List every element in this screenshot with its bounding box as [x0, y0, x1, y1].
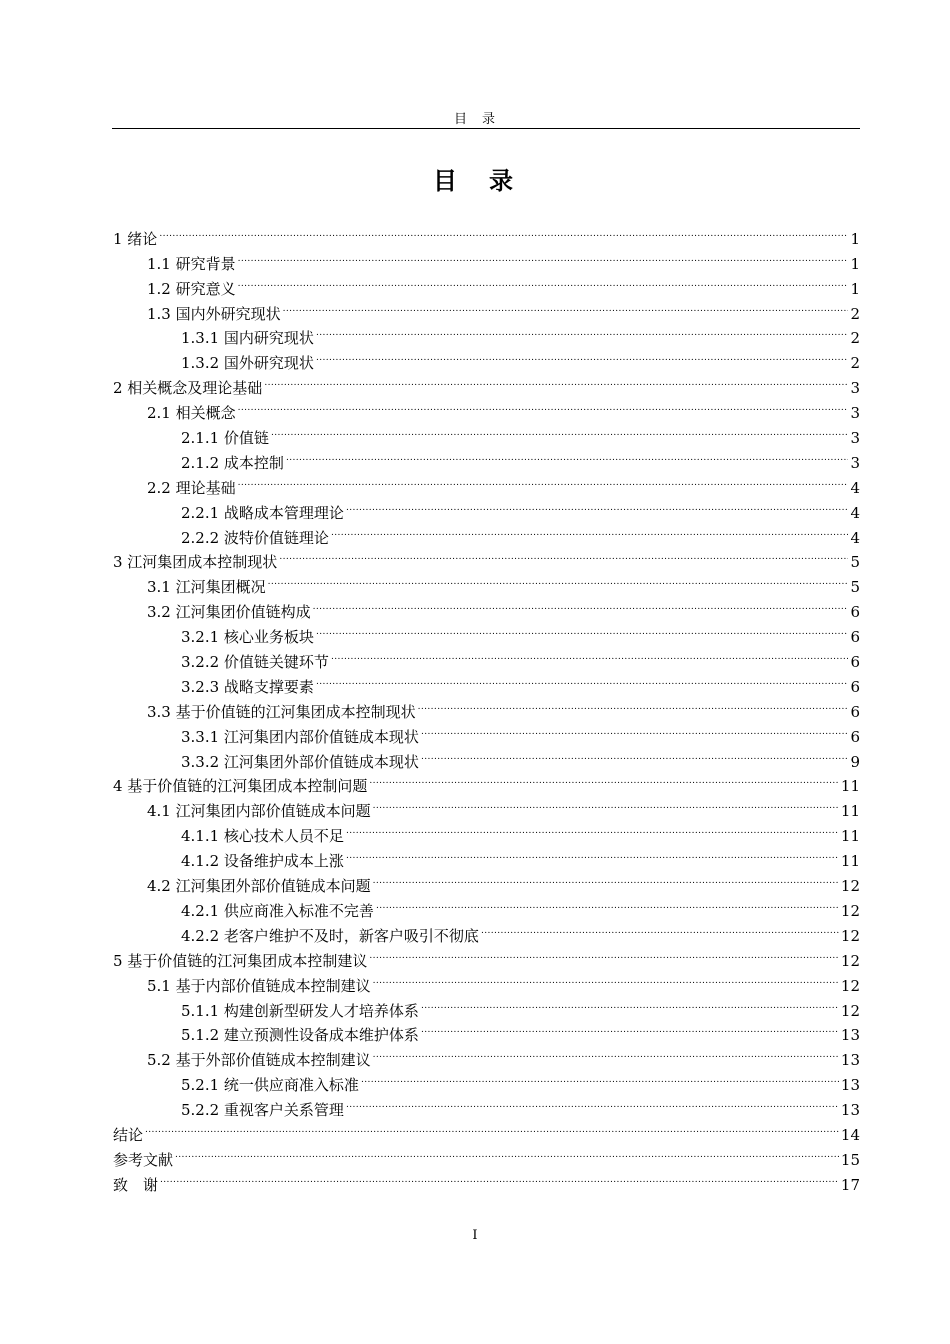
toc-entry-label: 4.1 江河集团内部价值链成本问题 — [147, 802, 371, 821]
toc-entry-page: 2 — [850, 354, 860, 373]
toc-dot-leader — [331, 642, 849, 667]
toc-dot-leader — [373, 966, 839, 991]
toc-entry-label: 3.2 江河集团价值链构成 — [147, 603, 311, 622]
toc-dot-leader — [316, 319, 849, 344]
toc-dot-leader — [369, 767, 839, 792]
header-divider — [112, 128, 860, 129]
toc-entry-page: 15 — [840, 1150, 860, 1169]
toc-dot-leader — [238, 468, 849, 493]
toc-entry-page: 12 — [840, 877, 860, 896]
toc-dot-leader — [346, 841, 839, 866]
toc-dot-leader — [271, 418, 849, 443]
toc-entry-label: 1.3.2 国外研究现状 — [181, 354, 314, 373]
toc-entry-page: 13 — [840, 1101, 860, 1120]
toc-entry-label: 5.2 基于外部价值链成本控制建议 — [147, 1051, 371, 1070]
toc-entry-page: 4 — [850, 528, 860, 547]
toc-entry-page: 3 — [850, 379, 860, 398]
toc-entry-label: 1.3 国内外研究现状 — [147, 304, 281, 323]
toc-entry-label: 3 江河集团成本控制现状 — [113, 553, 278, 572]
toc-entry-page: 13 — [840, 1026, 860, 1045]
page-number: I — [472, 1228, 478, 1243]
toc-entry-page: 11 — [840, 802, 860, 821]
table-of-contents — [113, 219, 860, 1194]
toc-entry-label: 1.2 研究意义 — [147, 279, 236, 298]
toc-dot-leader — [331, 518, 849, 543]
toc-dot-leader — [160, 1165, 839, 1190]
toc-entry-page: 1 — [850, 229, 860, 248]
toc-dot-leader — [264, 368, 848, 393]
toc-entry-label: 参考文献 — [113, 1150, 174, 1169]
toc-entry-page: 3 — [850, 404, 860, 423]
toc-dot-leader — [418, 692, 849, 717]
toc-entry-label: 2.1.2 成本控制 — [181, 453, 284, 472]
toc-entry-page: 13 — [840, 1076, 860, 1095]
toc-dot-leader — [373, 791, 839, 816]
toc-entry-label: 2.2.2 波特价值链理论 — [181, 528, 329, 547]
toc-entry-page: 6 — [850, 677, 860, 696]
toc-entry-page: 1 — [850, 279, 860, 298]
toc-dot-leader — [346, 816, 839, 841]
toc-dot-leader — [373, 866, 839, 891]
toc-entry-page: 6 — [850, 603, 860, 622]
toc-entry[interactable] — [113, 1165, 860, 1194]
toc-dot-leader — [481, 916, 839, 941]
toc-entry-label: 3.1 江河集团概况 — [147, 578, 266, 597]
toc-entry-label: 3.3.1 江河集团内部价值链成本现状 — [181, 727, 419, 746]
toc-entry-page: 12 — [840, 901, 860, 920]
toc-entry-page: 11 — [840, 852, 860, 871]
toc-entry-page: 2 — [850, 304, 860, 323]
toc-entry-page: 4 — [850, 478, 860, 497]
toc-entry-label: 5.2.2 重视客户关系管理 — [181, 1101, 344, 1120]
toc-entry-page: 9 — [850, 752, 860, 771]
toc-entry-label: 4.2.1 供应商准入标准不完善 — [181, 901, 374, 920]
toc-entry-page: 12 — [840, 951, 860, 970]
toc-entry-label: 1.1 研究背景 — [147, 254, 236, 273]
toc-dot-leader — [373, 1040, 839, 1065]
toc-dot-leader — [421, 717, 849, 742]
toc-entry-label: 2.1 相关概念 — [147, 404, 236, 423]
toc-entry[interactable] — [113, 219, 860, 248]
toc-entry-page: 12 — [840, 1001, 860, 1020]
toc-dot-leader — [279, 543, 848, 568]
toc-entry-page: 17 — [840, 1175, 860, 1194]
toc-entry-page: 11 — [840, 777, 860, 796]
toc-entry-page: 3 — [850, 453, 860, 472]
toc-dot-leader — [145, 1115, 839, 1140]
toc-dot-leader — [313, 592, 849, 617]
toc-entry-label: 5 基于价值链的江河集团成本控制建议 — [113, 951, 368, 970]
toc-entry-label: 3.3 基于价值链的江河集团成本控制现状 — [147, 702, 416, 721]
toc-entry-label: 5.1.2 建立预测性设备成本维护体系 — [181, 1026, 419, 1045]
toc-entry-page: 6 — [850, 628, 860, 647]
toc-entry-page: 14 — [840, 1125, 860, 1144]
toc-entry-page: 1 — [850, 254, 860, 273]
toc-dot-leader — [159, 219, 848, 244]
toc-entry-label: 5.1.1 构建创新型研发人才培养体系 — [181, 1001, 419, 1020]
toc-entry-page: 5 — [850, 578, 860, 597]
toc-dot-leader — [283, 294, 849, 319]
toc-entry-label: 2.2 理论基础 — [147, 478, 236, 497]
toc-entry[interactable] — [113, 1115, 860, 1144]
toc-entry-label: 结论 — [113, 1125, 144, 1144]
toc-entry-page: 6 — [850, 727, 860, 746]
toc-dot-leader — [175, 1140, 839, 1165]
toc-entry-page: 6 — [850, 653, 860, 672]
toc-dot-leader — [421, 991, 839, 1016]
toc-entry-label: 3.3.2 江河集团外部价值链成本现状 — [181, 752, 419, 771]
toc-entry-page: 13 — [840, 1051, 860, 1070]
toc-entry[interactable] — [113, 244, 860, 273]
toc-entry-label: 4.2 江河集团外部价值链成本问题 — [147, 877, 371, 896]
toc-dot-leader — [361, 1065, 839, 1090]
toc-entry-label: 4.2.2 老客户维护不及时，新客户吸引不彻底 — [181, 926, 479, 945]
toc-entry-label: 2 相关概念及理论基础 — [113, 379, 263, 398]
toc-entry-label: 2.1.1 价值链 — [181, 429, 269, 448]
toc-dot-leader — [316, 617, 849, 642]
toc-entry-label: 4.1.1 核心技术人员不足 — [181, 827, 344, 846]
toc-dot-leader — [238, 393, 849, 418]
toc-dot-leader — [238, 269, 849, 294]
toc-entry-page: 12 — [840, 926, 860, 945]
toc-entry-label: 3.2.2 价值链关键环节 — [181, 653, 329, 672]
toc-entry-label: 4 基于价值链的江河集团成本控制问题 — [113, 777, 368, 796]
toc-entry-label: 致 谢 — [113, 1175, 159, 1194]
toc-entry-page: 2 — [850, 329, 860, 348]
toc-entry-page: 5 — [850, 553, 860, 572]
toc-dot-leader — [268, 567, 849, 592]
toc-entry-page: 12 — [840, 976, 860, 995]
page-title: 目 录 — [433, 167, 517, 195]
toc-entry-label: 4.1.2 设备维护成本上涨 — [181, 852, 344, 871]
toc-entry-page: 3 — [850, 429, 860, 448]
toc-dot-leader — [316, 667, 849, 692]
toc-entry-label: 2.2.1 战略成本管理理论 — [181, 503, 344, 522]
toc-entry[interactable] — [113, 1140, 860, 1169]
toc-dot-leader — [421, 1016, 839, 1041]
toc-entry-label: 3.2.1 核心业务板块 — [181, 628, 314, 647]
toc-dot-leader — [376, 891, 839, 916]
toc-dot-leader — [316, 343, 849, 368]
toc-entry-label: 5.2.1 统一供应商准入标准 — [181, 1076, 359, 1095]
toc-dot-leader — [346, 1090, 839, 1115]
toc-entry-page: 6 — [850, 702, 860, 721]
toc-dot-leader — [421, 742, 849, 767]
toc-entry-label: 3.2.3 战略支撑要素 — [181, 677, 314, 696]
toc-dot-leader — [238, 244, 849, 269]
toc-dot-leader — [346, 493, 849, 518]
toc-entry-label: 1.3.1 国内研究现状 — [181, 329, 314, 348]
toc-entry-label: 1 绪论 — [113, 229, 158, 248]
toc-entry-page: 11 — [840, 827, 860, 846]
toc-dot-leader — [286, 443, 849, 468]
running-header: 目 录 — [453, 112, 496, 127]
toc-entry-page: 4 — [850, 503, 860, 522]
toc-dot-leader — [369, 941, 839, 966]
toc-entry-label: 5.1 基于内部价值链成本控制建议 — [147, 976, 371, 995]
